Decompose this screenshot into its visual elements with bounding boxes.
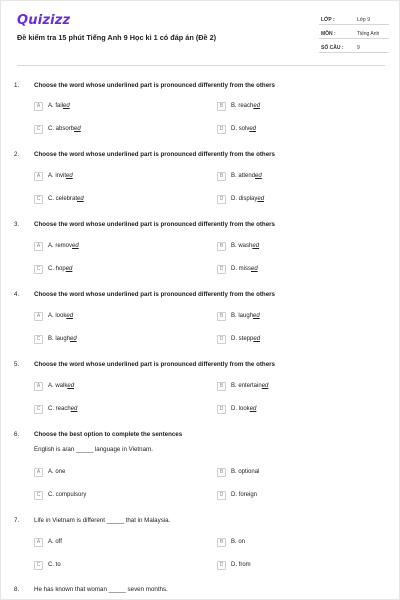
option-text — [231, 406, 256, 412]
option-prefix: C. — [48, 126, 54, 132]
option-word-stem: attend — [238, 173, 256, 179]
question-number: 2. — [14, 151, 20, 158]
option-letter-box[interactable]: C — [34, 195, 43, 204]
option-prefix: D. — [231, 336, 237, 342]
option-underlined-part: ed — [72, 243, 79, 249]
option-letter-box[interactable]: C — [34, 125, 43, 134]
option-text — [231, 243, 259, 249]
option-word-stem: look — [238, 406, 250, 412]
option-letter-box[interactable]: D — [217, 195, 226, 204]
option-prefix: B. — [231, 469, 237, 475]
option-underlined-part: ed — [249, 406, 257, 412]
option-letter-box[interactable]: A — [34, 382, 43, 391]
option-letter-box[interactable]: B — [217, 172, 226, 181]
question-text: He has known that woman _____ seven months. — [34, 586, 168, 593]
option-underlined-part: ed — [66, 313, 74, 319]
meta-value: Tiếng Anh — [357, 31, 380, 37]
option-text — [231, 539, 245, 545]
option-prefix: A. — [48, 103, 54, 109]
option-underlined-part: ed — [261, 383, 269, 389]
option-prefix: D. — [231, 196, 237, 202]
option-text — [48, 103, 70, 109]
option-word-stem: entertain — [238, 383, 262, 389]
option-word-stem: display — [238, 196, 258, 202]
option-letter-box[interactable]: C — [34, 265, 43, 274]
option-text — [231, 126, 256, 132]
option-prefix: B. — [231, 383, 237, 389]
option-text — [231, 103, 260, 109]
option-underlined-part: ed — [63, 103, 70, 109]
option-prefix: B. — [231, 173, 237, 179]
meta-value: Lớp 9 — [357, 17, 371, 23]
option-text — [48, 313, 73, 319]
option-prefix: C. — [48, 562, 54, 568]
option-word-stem: reach — [238, 103, 254, 109]
question-text: Choose the word whose underlined part is pronounced differently from the others — [34, 361, 275, 368]
header-divider — [17, 65, 385, 66]
option-word-stem: foreign — [238, 492, 258, 498]
option-word-stem: laugh — [238, 313, 254, 319]
option-letter-box[interactable]: A — [34, 468, 43, 477]
option-word-stem: miss — [238, 266, 252, 272]
option-prefix: C. — [48, 492, 54, 498]
option-text — [48, 173, 73, 179]
option-underlined-part: ed — [70, 336, 77, 342]
option-prefix: C. — [48, 266, 54, 272]
option-text — [48, 126, 81, 132]
option-text — [48, 383, 74, 389]
meta-row-count — [319, 43, 389, 53]
option-word-stem: look — [55, 313, 67, 319]
option-prefix: A. — [48, 469, 54, 475]
option-text — [48, 562, 61, 568]
meta-value: 9 — [357, 45, 360, 51]
option-letter-box[interactable]: D — [217, 335, 226, 344]
option-letter-box[interactable]: C — [34, 335, 43, 344]
option-word-stem: one — [55, 469, 66, 475]
quizizz-logo: Quizizz — [17, 13, 71, 28]
question-number: 8. — [14, 586, 20, 593]
option-underlined-part: ed — [77, 196, 84, 202]
option-letter-box[interactable]: B — [217, 312, 226, 321]
option-underlined-part: ed — [249, 126, 257, 132]
option-underlined-part: ed — [252, 243, 260, 249]
option-prefix: A. — [48, 313, 54, 319]
option-word-stem: stepp — [238, 336, 254, 342]
option-prefix: D. — [231, 492, 237, 498]
option-letter-box[interactable]: A — [34, 172, 43, 181]
option-underlined-part: ed — [253, 336, 261, 342]
meta-row-subject — [319, 29, 389, 39]
meta-label: MÔN : — [321, 31, 336, 37]
question-number: 3. — [14, 221, 20, 228]
option-letter-box[interactable]: C — [34, 491, 43, 500]
option-word-stem: compulsory — [55, 492, 87, 498]
question-text: Choose the word whose underlined part is pronounced differently from the others — [34, 151, 275, 158]
question-text: Choose the best option to complete the sentences — [34, 431, 183, 438]
question-number: 1. — [14, 82, 20, 89]
option-word-stem: hop — [55, 266, 66, 272]
option-letter-box[interactable]: C — [34, 561, 43, 570]
option-letter-box[interactable]: A — [34, 538, 43, 547]
option-word-stem: optional — [238, 469, 260, 475]
question-sentence: English is a/an _____ language in Vietnam. — [34, 446, 153, 453]
option-text — [48, 406, 77, 412]
option-letter-box[interactable]: B — [217, 242, 226, 251]
question-number: 6. — [14, 431, 20, 438]
option-text — [48, 492, 86, 498]
option-text — [48, 266, 72, 272]
option-prefix: A. — [48, 539, 54, 545]
option-prefix: C. — [48, 406, 54, 412]
option-word-stem: on — [238, 539, 246, 545]
option-text — [231, 313, 260, 319]
option-prefix: B. — [231, 243, 237, 249]
option-word-stem: wash — [238, 243, 253, 249]
option-prefix: D. — [231, 406, 237, 412]
option-prefix: D. — [231, 126, 237, 132]
question-text: Life in Vietnam is different _____ that in Malaysia. — [34, 517, 171, 524]
option-letter-box[interactable]: D — [217, 405, 226, 414]
option-letter-box[interactable]: D — [217, 491, 226, 500]
option-text — [48, 336, 77, 342]
option-letter-box[interactable]: A — [34, 102, 43, 111]
option-underlined-part: ed — [251, 266, 258, 272]
option-word-stem: absorb — [55, 126, 75, 132]
option-word-stem: reach — [55, 406, 71, 412]
option-underlined-part: ed — [257, 196, 265, 202]
option-text — [48, 243, 79, 249]
option-word-stem: fail — [55, 103, 64, 109]
option-letter-box[interactable]: B — [217, 538, 226, 547]
option-text — [231, 492, 257, 498]
option-underlined-part: ed — [74, 126, 81, 132]
document-title: Đề kiểm tra 15 phút Tiếng Anh 9 Học kì 1 có đáp án (Đề 2) — [17, 33, 217, 42]
option-text — [231, 383, 268, 389]
option-letter-box[interactable]: B — [217, 468, 226, 477]
option-letter-box[interactable]: B — [217, 382, 226, 391]
option-word-stem: off — [55, 539, 62, 545]
option-letter-box[interactable]: D — [217, 561, 226, 570]
option-text — [231, 196, 264, 202]
option-prefix: B. — [231, 103, 237, 109]
option-prefix: B. — [231, 313, 237, 319]
option-word-stem: invit — [55, 173, 67, 179]
option-word-stem: celebrat — [55, 196, 78, 202]
option-word-stem: to — [55, 562, 61, 568]
option-word-stem: from — [238, 562, 251, 568]
option-letter-box[interactable]: A — [34, 242, 43, 251]
option-letter-box[interactable]: A — [34, 312, 43, 321]
meta-label: SỐ CÂU : — [321, 45, 344, 51]
option-letter-box[interactable]: C — [34, 405, 43, 414]
option-letter-box[interactable]: D — [217, 125, 226, 134]
question-number: 5. — [14, 361, 20, 368]
option-underlined-part: ed — [253, 103, 261, 109]
question-text: Choose the word whose underlined part is pronounced differently from the others — [34, 291, 275, 298]
option-underlined-part: ed — [253, 313, 260, 319]
option-text — [231, 336, 260, 342]
option-prefix: B. — [48, 336, 54, 342]
option-prefix: B. — [231, 539, 237, 545]
option-text — [48, 196, 84, 202]
option-prefix: D. — [231, 266, 237, 272]
meta-row-class — [319, 15, 389, 25]
option-text — [231, 469, 259, 475]
question-text: Choose the word whose underlined part is pronounced differently from the others — [34, 82, 275, 89]
option-underlined-part: ed — [70, 406, 78, 412]
option-prefix: C. — [48, 196, 54, 202]
option-letter-box[interactable]: D — [217, 265, 226, 274]
option-prefix: A. — [48, 173, 54, 179]
option-underlined-part: ed — [65, 266, 73, 272]
question-number: 4. — [14, 291, 20, 298]
meta-label: LỚP : — [321, 17, 335, 23]
option-word-stem: remov — [55, 243, 73, 249]
option-text — [231, 562, 251, 568]
option-underlined-part: ed — [255, 173, 262, 179]
option-text — [48, 539, 62, 545]
option-prefix: A. — [48, 383, 54, 389]
option-underlined-part: ed — [66, 173, 73, 179]
option-word-stem: walk — [55, 383, 68, 389]
option-prefix: D. — [231, 562, 237, 568]
option-prefix: A. — [48, 243, 54, 249]
question-number: 7. — [14, 517, 20, 524]
option-word-stem: laugh — [55, 336, 71, 342]
option-underlined-part: ed — [67, 383, 75, 389]
option-letter-box[interactable]: B — [217, 102, 226, 111]
question-text: Choose the word whose underlined part is pronounced differently from the others — [34, 221, 275, 228]
option-text — [48, 469, 65, 475]
option-word-stem: solv — [238, 126, 250, 132]
option-text — [231, 173, 262, 179]
option-text — [231, 266, 258, 272]
